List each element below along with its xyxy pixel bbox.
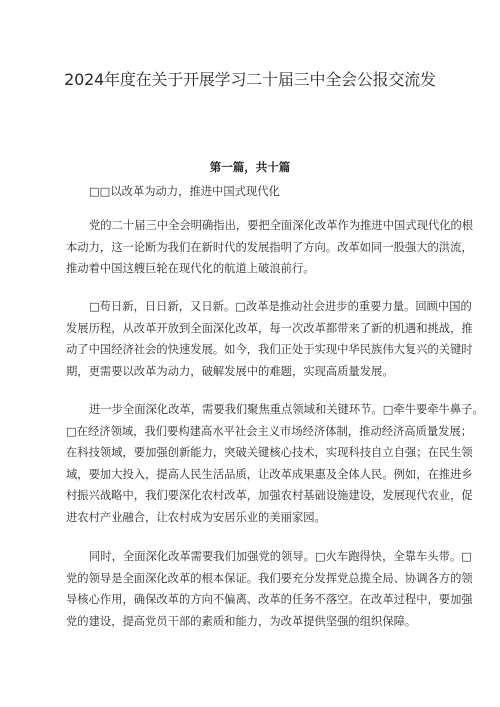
paragraph-line: □苟日新，日日新，又日新。□改革是推动社会进步的重要力量。回顾中国的	[89, 300, 472, 313]
paragraph-line: 期，更需要以改革为动力，破解发展中的难题，实现高质量发展。	[66, 364, 394, 378]
paragraph	[66, 215, 476, 280]
paragraph-line: 进一步全面深化改革，需要我们聚焦重点领域和关键环节。□牵牛要牵牛鼻子。	[89, 403, 484, 416]
paragraph-line: 村振兴战略中，我们要深化农村改革，加强农村基础设施建设，发展现代农业，促	[66, 489, 473, 502]
paragraph-line: 本动力，这一论断为我们在新时代的发展指明了方向。改革如同一股强大的洪流，	[66, 240, 473, 254]
paragraph-line: 同时，全面深化改革需要我们加强党的领导。□火车跑得快，全靠车头带。□	[89, 550, 472, 563]
paragraph-line: 导核心作用，确保改革的方向不偏离、改革的任务不落空。在改革过程中，要加强	[66, 593, 473, 606]
paragraph-line: □□以改革为动力，推进中国式现代化	[89, 185, 280, 198]
paragraph-line: □在经济领域，我们要构建高水平社会主义市场经济体制，推动经济高质量发展；	[66, 424, 473, 438]
paragraph-line: 域，要加大投入，提高人民生活品质，让改革成果惠及全体人民。例如，在推进乡	[66, 467, 473, 481]
paragraph	[66, 546, 476, 632]
section-heading: 第一篇，共十篇	[209, 160, 291, 174]
paragraph-subtitle	[66, 181, 476, 203]
paragraph-line: 推动着中国这艘巨轮在现代化的航道上破浪前行。	[66, 262, 315, 275]
paragraph-line: 动了中国经济社会的快速发展。如今，我们正处于实现中华民族伟大复兴的关键时	[66, 343, 473, 356]
paragraph-line: 党的领导是全面深化改革的根本保证。我们要充分发挥党总揽全局、协调各方的领	[66, 571, 473, 585]
paragraph-line: 在科技领域，要加强创新能力，突破关键核心技术，实现科技自立自强；在民生领	[66, 446, 473, 459]
document-title: 2024年度在关于开展学习二十届三中全会公报交流发	[64, 70, 436, 89]
paragraph-line: 党的二十届三中全会明确指出，要把全面深化改革作为推进中国式现代化的根	[89, 219, 474, 232]
paragraph-line: 进农村产业融合，让农村成为安居乐业的美丽家园。	[66, 510, 326, 524]
paragraph-line: 党的建设，提高党员干部的素质和能力，为改革提供坚强的组织保障。	[66, 614, 417, 628]
paragraph	[66, 399, 484, 528]
paragraph-line: 发展历程，从改革开放到全面深化改革，每一次改革都带来了新的机遇和挑战，推	[66, 321, 473, 335]
paragraph	[66, 296, 476, 382]
